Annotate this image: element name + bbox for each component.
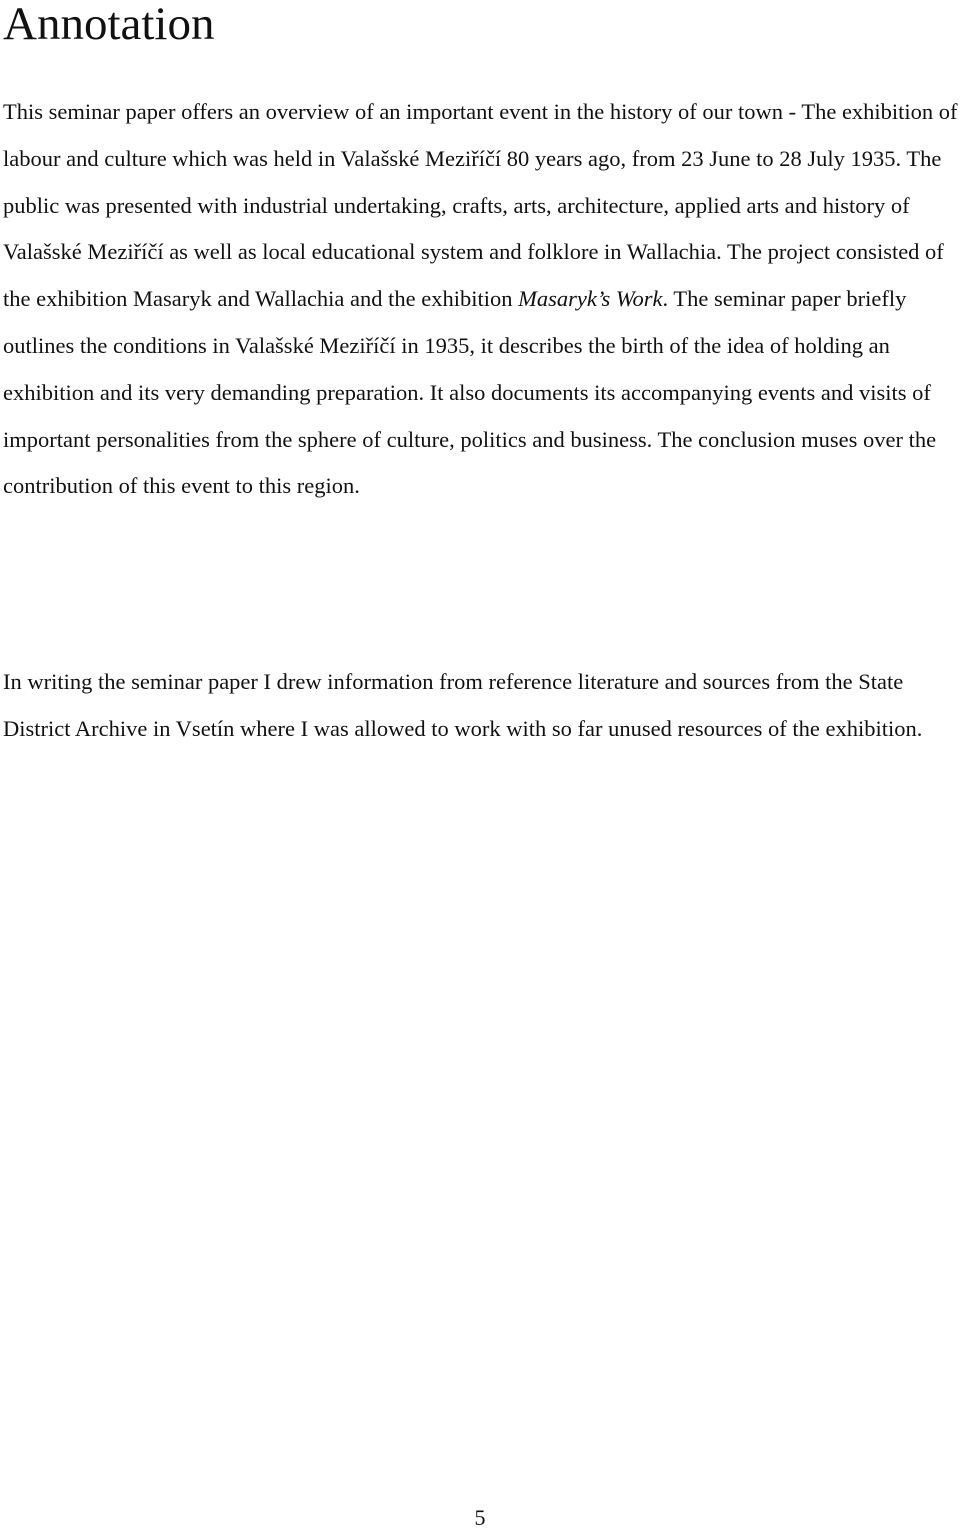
paragraph-1-text-end: . The seminar paper briefly outlines the conditions in Valašské Meziříčí in 1935, it describes the birth of the idea of holding an exhibition and its very demanding preparation. It also documents its accompanying events and visits of important personalities from the sphere of culture, politics and business. The conclusion muses over the contribution of this event to this region. — [3, 286, 937, 499]
paragraph-1-text-start: This seminar paper offers an overview of an important event in the history of our town - The exhibition of labour and culture which was held in Valašské Meziříčí 80 years ago, from 23 June to 28 July 1935. The public was presented with industrial undertaking, crafts, arts, architecture, applied arts and history of Valašské Meziříčí as well as local educational system and folklore in Wallachia. The project consisted of the exhibition Masaryk and Wallachia and the exhibition — [3, 99, 958, 312]
page-number: 5 — [474, 1505, 486, 1530]
annotation-paragraph-2: In writing the seminar paper I drew information from reference literature and sources from the State District Archive in Vsetín where I was allowed to work with so far unused resources of the exhibition. — [3, 669, 923, 741]
annotation-paragraph-1 — [3, 89, 959, 510]
italic-work-title: Masaryk’s Work — [518, 286, 663, 312]
page-title: Annotation — [3, 0, 215, 50]
